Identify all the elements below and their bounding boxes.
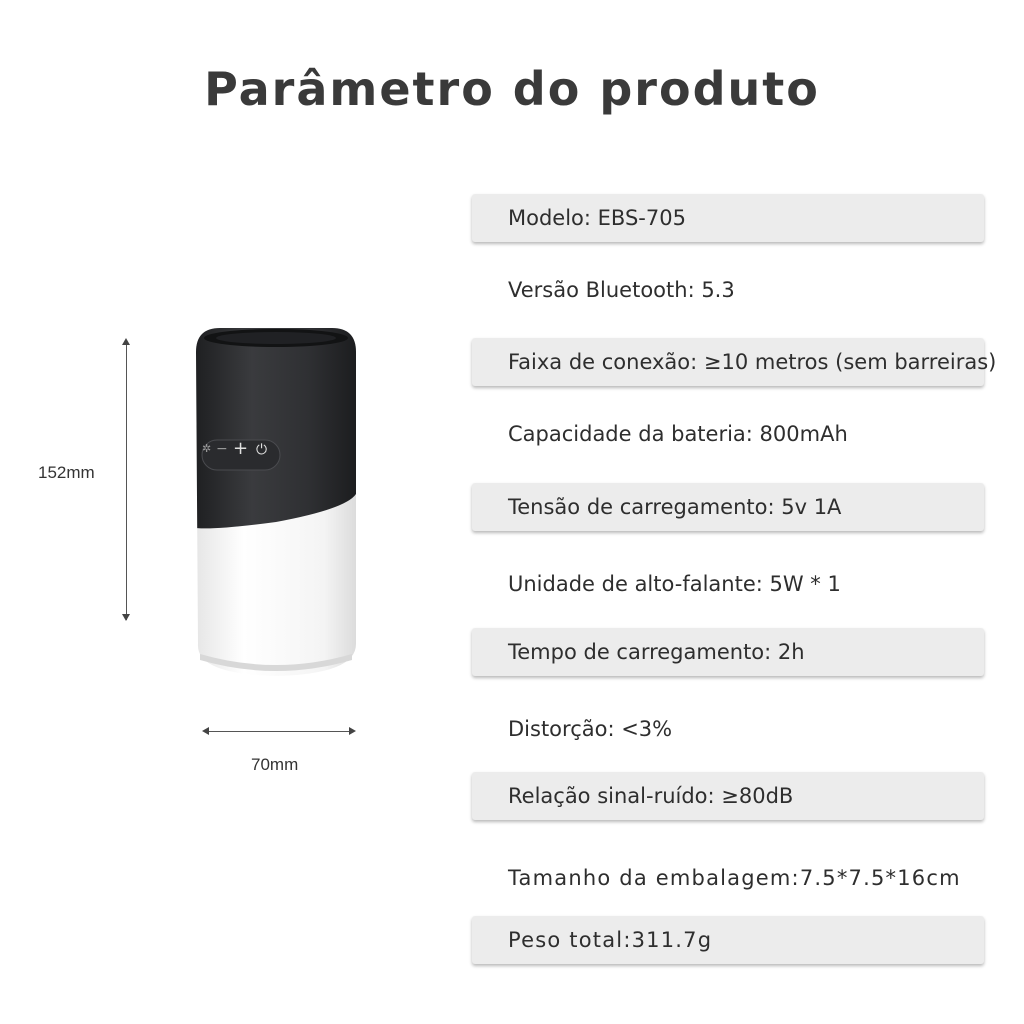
spec-speaker-unit: Unidade de alto-falante: 5W * 1 — [508, 572, 841, 596]
height-label: 152mm — [38, 463, 95, 482]
spec-model: Modelo: EBS-705 — [472, 194, 984, 242]
spec-connection-range: Faixa de conexão: ≥10 metros (sem barreiras) — [472, 338, 984, 386]
spec-bluetooth-version: Versão Bluetooth: 5.3 — [508, 278, 735, 302]
plus-icon: + — [233, 438, 249, 459]
page-title: Parâmetro do produto — [204, 62, 820, 116]
power-icon: ⏻ — [256, 442, 268, 458]
minus-icon: − — [216, 441, 228, 457]
width-label: 70mm — [251, 755, 299, 774]
width-dimension-line — [206, 731, 352, 732]
arrow-right-icon — [349, 727, 356, 735]
spec-charging-time: Tempo de carregamento: 2h — [472, 628, 984, 676]
spec-total-weight: Peso total:311.7g — [472, 916, 984, 964]
spec-snr: Relação sinal-ruído: ≥80dB — [472, 772, 984, 820]
spec-charging-voltage: Tensão de carregamento: 5v 1A — [472, 483, 984, 531]
spec-distortion: Distorção: <3% — [508, 717, 673, 741]
arrow-down-icon — [122, 614, 130, 621]
arrow-up-icon — [122, 338, 130, 345]
arrow-left-icon — [202, 727, 209, 735]
spec-package-size: Tamanho da embalagem:7.5*7.5*16cm — [508, 866, 961, 890]
speaker-image — [196, 324, 356, 680]
bluetooth-icon: ✲ — [202, 442, 212, 455]
spec-battery-capacity: Capacidade da bateria: 800mAh — [508, 422, 848, 446]
height-dimension-line — [126, 342, 127, 620]
